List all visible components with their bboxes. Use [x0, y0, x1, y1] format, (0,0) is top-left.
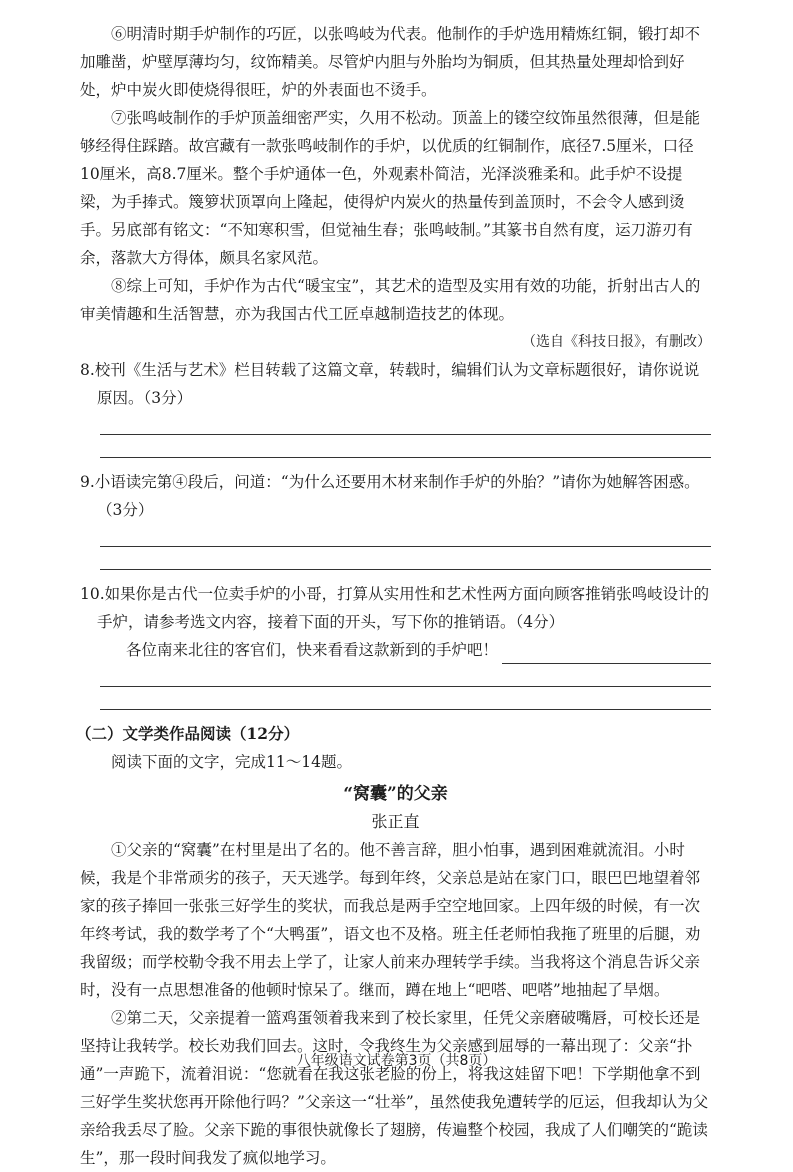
answer-line[interactable]: [100, 664, 711, 687]
section-title: （二）文学类作品阅读（12分）: [76, 724, 300, 743]
question-10-prompt-row: [80, 636, 711, 664]
paragraph-6: ⑥明清时期手炉制作的巧匠，以张鸣岐为代表。他制作的手炉选用精炼红铜，锻打却不加雕凿，炉壁厚薄均匀，纹饰精美。尽管炉内胆与外胎均为铜质，但其热量处理却恰到好处，炉中炭火即使烧得很旺，炉的外表面也不烫手。: [80, 25, 701, 99]
answer-line[interactable]: [100, 412, 711, 435]
question-10-text: 10.如果你是古代一位卖手炉的小哥，打算从实用性和艺术性两方面向顾客推销张鸣岐设计的手炉，请参考选文内容，接着下面的开头，写下你的推销语。（4分）: [80, 585, 710, 631]
page-footer: 八年级语文试卷第3页（共8页）: [296, 1053, 497, 1069]
question-9: [80, 468, 711, 570]
question-8-answer-area[interactable]: [80, 412, 711, 458]
answer-blank[interactable]: [502, 643, 711, 664]
question-10-prompt: 各位南来北往的客官们，快来看看这款新到的手炉吧！: [126, 641, 499, 659]
literary-reading-section: [76, 720, 711, 1172]
section-instruction: 阅读下面的文字，完成11～14题。: [111, 753, 352, 771]
question-8: [80, 356, 711, 458]
question-9-answer-area[interactable]: [80, 524, 711, 570]
paragraph-7: ⑦张鸣岐制作的手炉顶盖细密严实，久用不松动。顶盖上的镂空纹饰虽然很薄，但是能够经得住踩踏。故宫藏有一款张鸣岐制作的手炉，以优质的红铜制作，底径7.5厘米，口径10厘米，高8.7厘米。整个手炉通体一色，外观素朴简洁，光泽淡雅柔和。此手炉不设提梁，为手捧式。篾箩状顶罩向上隆起，使得炉内炭火的热量传到盖顶时，不会令人感到烫手。另底部有铭文：“不知寒积雪，但觉袖生春；张鸣岐制。”其篆书自然有度，运刀游刃有余，落款大方得体，颇具名家风范。: [80, 109, 701, 267]
passage-continuation: [80, 20, 711, 354]
paragraph-8: ⑧综上可知，手炉作为古代“暖宝宝”，其艺术的造型及实用有效的功能，折射出古人的审美情趣和生活智慧，亦为我国古代工匠卓越制造技艺的体现。: [80, 277, 701, 323]
answer-line[interactable]: [100, 547, 711, 570]
question-10-answer-area[interactable]: [80, 664, 711, 710]
question-10: [80, 580, 711, 710]
article-paragraph-1: ①父亲的“窝囊”在村里是出了名的。他不善言辞，胆小怕事，遇到困难就流泪。小时候，我是个非常顽劣的孩子，天天逃学。每到年终，父亲总是站在家门口，眼巴巴地望着邻家的孩子捧回一张张三好学生的奖状，而我总是两手空空地回家。上四年级的时候，有一次年终考试，我的数学考了个“大鸭蛋”，语文也不及格。班主任老师怕我拖了班里的后腿，劝我留级；而学校勒令我不用去上学了，让家人前来办理转学手续。当我将这个消息告诉父亲时，没有一点思想准备的他顿时惊呆了。继而，蹲在地上“吧嗒、吧嗒”地抽起了旱烟。: [80, 841, 701, 999]
question-9-text: 9.小语读完第④段后，问道：“为什么还要用木材来制作手炉的外胎？”请你为她解答困惑。（3分）: [80, 473, 700, 519]
answer-line[interactable]: [100, 435, 711, 458]
article-title: “窝囊”的父亲: [343, 784, 448, 804]
answer-line[interactable]: [100, 524, 711, 547]
answer-line[interactable]: [100, 687, 711, 710]
article-author: 张正直: [371, 812, 420, 831]
source-citation: （选自《科技日报》，有删改）: [522, 334, 711, 350]
article-paragraph-2: ②第二天，父亲提着一篮鸡蛋领着我来到了校长家里，任凭父亲磨破嘴唇，可校长还是坚持让我转学。校长劝我们回去。这时，令我终生为父亲感到屈辱的一幕出现了：父亲“扑通”一声跪下，流着泪说：“您就看在我这张老脸的份上，将我这娃留下吧！下学期他拿不到三好学生奖状您再开除他行吗？”父亲这一“壮举”，虽然使我免遭转学的厄运，但我却认为父亲给我丢尽了脸。父亲下跪的事很快就像长了翅膀，传遍整个校园，我成了人们嘲笑的“跪读生”，那一段时间我发了疯似地学习。: [80, 1009, 709, 1167]
question-8-text: 8.校刊《生活与艺术》栏目转载了这篇文章，转载时，编辑们认为文章标题很好，请你说说原因。（3分）: [80, 361, 700, 407]
